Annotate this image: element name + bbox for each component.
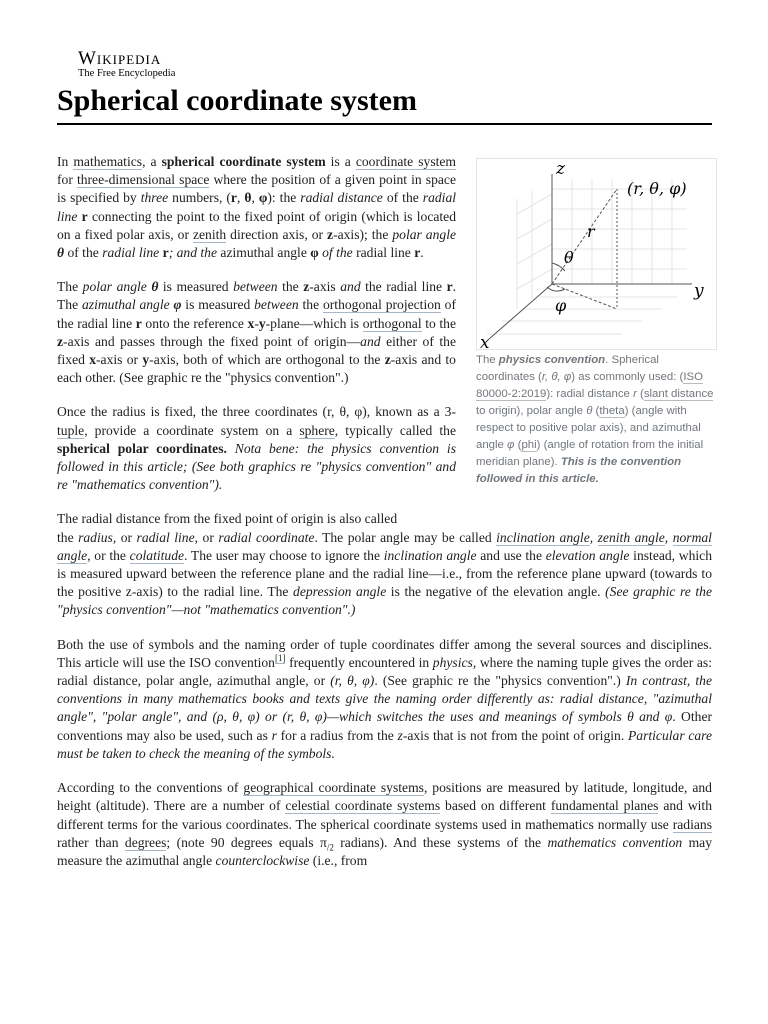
text-run: and with different terms for the various coordinates. The spherical coordinate systems used in mathematics normally use [57, 798, 713, 832]
text-run [227, 441, 235, 456]
text-run: azimuthal angle [81, 297, 170, 313]
text-run: -axis or [96, 352, 143, 368]
wiki-link[interactable]: ISO [683, 371, 703, 383]
theta-label: θ [564, 248, 574, 267]
text-run: to origin), polar angle [476, 405, 587, 417]
text-run: the [277, 279, 304, 295]
article-body [57, 153, 712, 886]
text-run: (i.e., from [309, 852, 368, 868]
text-run: /2 [326, 842, 334, 853]
text-run: ( [592, 405, 600, 417]
text-run: and [340, 279, 361, 295]
text-run: is measured [158, 279, 234, 295]
text-run: -plane—which is [265, 315, 363, 331]
text-run: of the [64, 245, 103, 261]
text-run: -axis and to each other. (See graphic re the "physics convention".) [57, 352, 456, 386]
wiki-link[interactable]: celestial coordinate systems [285, 798, 441, 814]
text-run: -axis); the [333, 226, 393, 242]
axes [489, 174, 692, 339]
text-run: connecting the point to the fixed point of origin (which is located on a fixed polar axis, or [57, 208, 456, 242]
text-run: ; and the [168, 245, 218, 261]
text-run: z [384, 352, 391, 368]
text-run: physics [432, 654, 473, 670]
wiki-link[interactable]: 80000-2:2019 [476, 388, 547, 400]
text-run: ) as commonly used: ( [571, 371, 684, 383]
wiki-link[interactable]: radians [672, 816, 712, 832]
text-run: Both the use of symbols and the naming order of tuple coordinates differ among the several sources and disciplines. This article will use the ISO convention [57, 636, 712, 670]
text-run: ( [636, 388, 644, 400]
text-run: y [142, 352, 150, 368]
text-run: r [162, 245, 169, 261]
text-run: mathematics convention [547, 834, 683, 850]
text-run: polar angle [392, 226, 457, 242]
text-run: and [360, 333, 381, 349]
text-run: -axis [309, 279, 341, 295]
text-run: , where the naming tuple gives the order as: radial distance, polar angle, azimuthal angle, or [57, 654, 712, 689]
text-run: instead, which is measured upward between the reference plane and the radial line—i.e., from the reference plane upward (towards to the positive z-axis) to the radial line. The [57, 547, 713, 600]
text-run: radial coordinate [218, 529, 315, 545]
text-run: The [57, 279, 83, 295]
phi-label: φ [555, 296, 567, 315]
z-axis-label: z [556, 159, 565, 179]
text-run: z [57, 333, 64, 349]
figure-caption [476, 352, 717, 488]
wiki-link[interactable]: phi [521, 439, 537, 451]
wiki-link[interactable]: coordinate system [355, 154, 457, 169]
text-run: three [140, 190, 169, 206]
text-run: r [446, 279, 453, 295]
text-run: , or the [87, 547, 130, 563]
wiki-link[interactable]: orthogonal [362, 315, 422, 331]
paragraph-conventions [57, 779, 712, 870]
text-run: r [230, 190, 237, 206]
text-run: physics convention [498, 354, 606, 366]
text-run: ): the [267, 190, 301, 206]
text-run: Nota bene: the physics convention is followed in this article; (See both graphics re "physics convention" and re "mathematics convention"). [57, 440, 456, 493]
text-run: . The polar angle may be called [314, 529, 497, 545]
text-run: is the negative of the elevation angle. [386, 584, 606, 600]
text-run: ) (angle with respect to positive polar axis), and azimuthal angle [476, 405, 701, 451]
text-run: numbers, ( [168, 190, 231, 206]
wiki-link[interactable]: fundamental planes [550, 798, 659, 814]
text-run: , a [142, 154, 162, 169]
text-run: -axis, both of which are orthogonal to the [149, 352, 385, 368]
text-run: is measured [181, 297, 255, 313]
text-run: . (See graphic re the "physics convention".) [374, 673, 626, 689]
text-run: r [414, 245, 421, 261]
text-run: - [254, 315, 259, 331]
text-run: radial line [102, 245, 160, 261]
wiki-link[interactable]: slant distance [643, 388, 714, 400]
text-run: Once the radius is fixed, the three coordinates (r, θ, φ), known as a 3- [57, 404, 456, 420]
wiki-link[interactable]: geographical coordinate systems [243, 780, 424, 796]
text-run: z [397, 727, 403, 743]
text-run: radial line [136, 529, 195, 545]
text-run: and use the [476, 547, 546, 563]
text-run: radial line [352, 245, 415, 261]
text-run: of the [318, 245, 353, 261]
text-run: azimuthal angle [217, 245, 311, 261]
text-run: the [298, 297, 323, 313]
text-run: x [247, 315, 255, 331]
text-run: the radial line [360, 279, 447, 295]
text-run: r [633, 388, 637, 400]
text-run: r [81, 208, 88, 224]
text-run: ) (angle of rotation from the initial meridian plane). [476, 439, 704, 468]
text-run: . [420, 245, 424, 261]
text-run: rather than [57, 834, 125, 850]
text-run: based on different [440, 798, 551, 814]
text-run: counterclockwise [215, 852, 310, 868]
text-run: ): radial distance [546, 388, 634, 400]
text-run: r, θ, φ [541, 371, 572, 383]
grid [487, 179, 687, 334]
text-run: , or [112, 529, 137, 545]
wiki-link[interactable]: mathematics [73, 154, 143, 169]
text-run: may measure the azimuthal angle [57, 834, 713, 868]
wiki-link[interactable]: tuple [57, 422, 85, 438]
text-run: , [251, 190, 259, 206]
text-run: ; (note 90 degrees equals π [166, 834, 327, 850]
text-run: θ [151, 279, 159, 295]
text-run: ( [514, 439, 522, 451]
text-run: Particular care must be taken to check the meaning of the symbols. [57, 727, 713, 761]
wiki-link[interactable]: inclination angle [496, 529, 590, 545]
text-run: θ [586, 405, 593, 417]
y-axis-label: y [694, 281, 704, 301]
text-run: φ [173, 297, 182, 313]
text-run: between [233, 279, 278, 295]
text-run: radial distance [300, 190, 383, 206]
text-run: This is the convention followed in this article. [476, 456, 682, 485]
wordmark: Wikipedia [78, 48, 162, 69]
text-run: φ [258, 190, 268, 206]
text-run: y [258, 315, 266, 331]
text-run: . Other conventions may also be used, such as [57, 709, 713, 743]
text-run: the [57, 529, 79, 545]
figure-physics-convention [476, 158, 717, 488]
text-run: , [589, 529, 598, 545]
text-run: , typically called the [334, 422, 456, 438]
tagline: The Free Encyclopedia [78, 68, 176, 79]
text-run: . The user may choose to ignore the [184, 547, 384, 563]
text-run: , [236, 190, 245, 206]
text-run: -axis that is not from the point of origin. [402, 727, 628, 743]
r-label: r [587, 222, 595, 241]
text-run: to the [421, 315, 456, 331]
text-run: . Spherical coordinates ( [476, 354, 659, 383]
text-run: polar angle [82, 279, 147, 295]
text-run: spherical coordinate system [161, 154, 326, 169]
text-run: x [89, 352, 97, 368]
wiki-link[interactable]: zenith [192, 226, 227, 242]
text-run: r [135, 315, 142, 331]
wiki-link[interactable]: normal angle [57, 529, 712, 563]
text-run: φ [310, 245, 319, 261]
text-run: θ [244, 190, 252, 206]
text-run: is a [325, 154, 356, 169]
text-run: According to the conventions of [57, 780, 244, 796]
text-run: onto the reference [141, 315, 248, 331]
text-run: -axis and passes through the fixed point of origin— [63, 333, 361, 349]
text-run: (r, θ, φ) [330, 673, 375, 689]
text-run: In contrast, the conventions in many mathematics books and texts give the naming order differently as: radial distance, "azimuthal angle", "polar angle", and (ρ, θ, φ) or (r, θ, φ)—which switches the uses and meanings of symbols θ and φ [57, 673, 712, 725]
paragraph-symbols [57, 636, 712, 763]
text-run: radial line [57, 190, 457, 224]
page-title: Spherical coordinate system [57, 84, 417, 117]
text-run: of the radial line [57, 297, 456, 331]
wiki-link[interactable]: [1] [274, 653, 286, 664]
text-run: , positions are measured by latitude, longitude, and height (altitude). There are a number of [57, 780, 712, 814]
wiki-link[interactable]: colatitude [129, 547, 185, 563]
text-run: depression angle [293, 584, 387, 600]
text-run: θ [57, 245, 65, 261]
text-run: for a radius from the [276, 727, 398, 743]
text-run: , provide a coordinate system on a [84, 422, 300, 438]
text-run: In [57, 154, 74, 169]
spherical-coordinates-diagram[interactable] [476, 158, 717, 350]
wiki-link[interactable]: three-dimensional space [76, 172, 210, 188]
point-label: (r, θ, φ) [627, 179, 687, 198]
text-run: radians). And these systems of the [333, 834, 548, 850]
title-divider [57, 123, 712, 125]
wikipedia-logo[interactable] [78, 48, 175, 79]
paragraph-radial-distance [57, 510, 712, 619]
x-axis-label: x [480, 333, 490, 349]
text-run: between [254, 297, 299, 313]
text-run: radius [78, 529, 113, 545]
text-run: where the position of a given point in space is specified by [57, 172, 456, 206]
text-run: of the [382, 190, 423, 206]
text-run: z [327, 226, 334, 242]
text-run: , or [194, 529, 219, 545]
text-run: , [664, 529, 673, 545]
wiki-link[interactable]: degrees [124, 834, 167, 850]
text-run: r [271, 727, 277, 743]
text-run: . The [57, 279, 457, 313]
wiki-link[interactable]: sphere [299, 422, 335, 438]
text-run: direction axis, or [226, 226, 328, 242]
wiki-link[interactable]: theta [599, 405, 625, 417]
text-run: (See graphic re the "physics convention"—not "mathematics convention".) [57, 584, 712, 618]
text-run: either of the fixed [57, 333, 456, 368]
text-run: elevation angle [545, 547, 630, 563]
text-run: z [303, 279, 310, 295]
wiki-link[interactable]: zenith angle [597, 529, 665, 545]
text-run: φ [507, 439, 515, 451]
text-run: inclination angle [383, 547, 477, 563]
text-run: frequently encountered in [285, 654, 433, 670]
wiki-link[interactable]: orthogonal projection [322, 297, 441, 313]
text-run: The [476, 354, 499, 366]
text-run: The radial distance from the fixed point of origin is also called [57, 511, 398, 527]
text-run: for [57, 172, 77, 188]
text-run: spherical polar coordinates. [57, 440, 227, 456]
